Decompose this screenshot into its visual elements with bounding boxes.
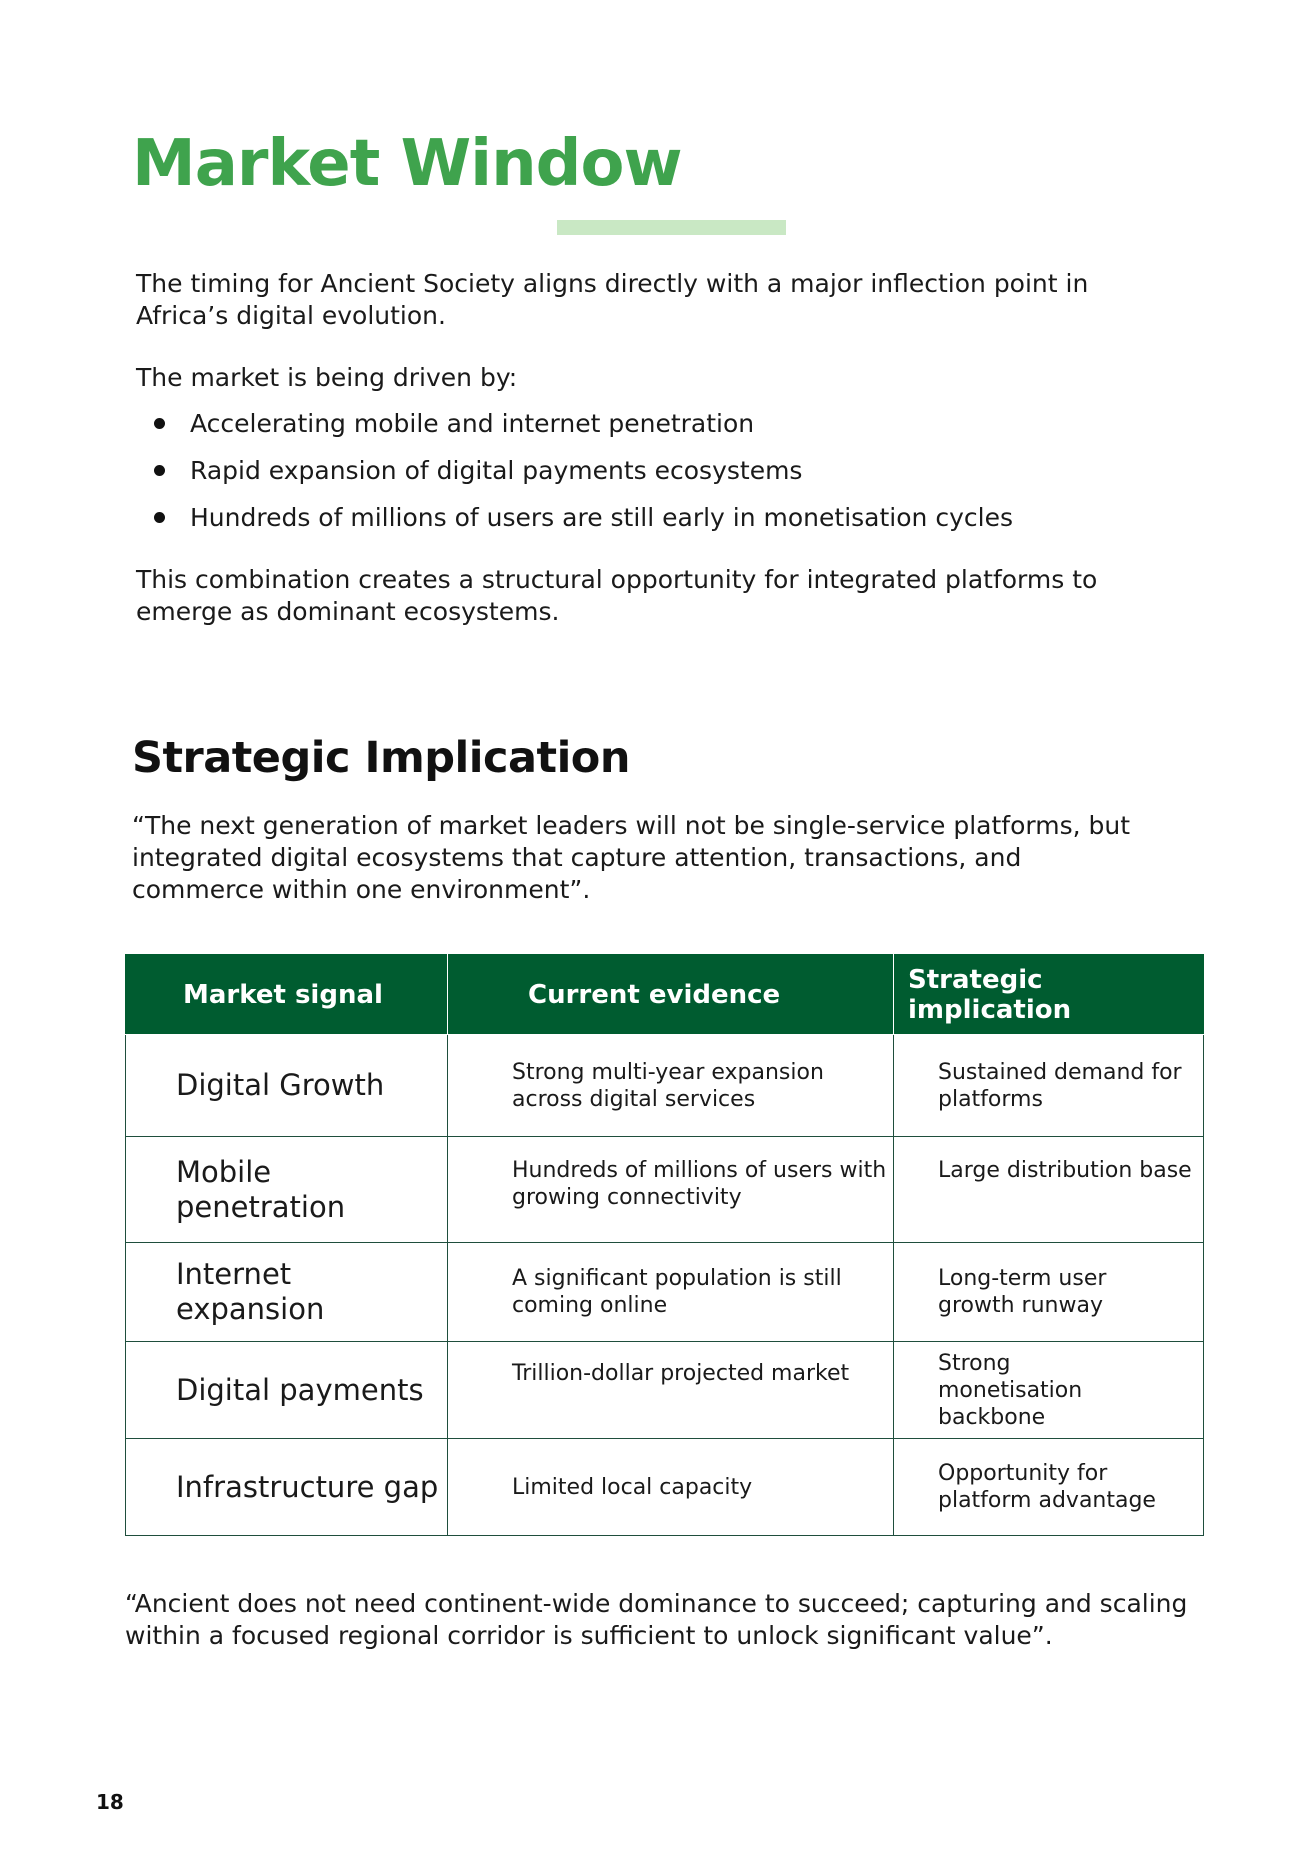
table-row [126, 1243, 1204, 1342]
cell-signal: Mobile penetration [126, 1137, 448, 1243]
list-item-text: Hundreds of millions of users are still early in monetisation cycles [190, 503, 1013, 532]
table-header-row [126, 955, 1204, 1035]
cell-evidence: Strong multi-year expansion across digital services [448, 1035, 894, 1137]
list-item-text: Rapid expansion of digital payments ecosystems [190, 456, 803, 485]
cell-implication: Sustained demand for platforms [894, 1035, 1204, 1137]
cell-implication: Strong monetisation backbone [894, 1342, 1204, 1439]
page-number: 18 [96, 1790, 124, 1814]
column-header-strategic-implication: Strategic implication [894, 955, 1204, 1035]
bullet-icon [154, 512, 165, 523]
table-row [126, 1137, 1204, 1243]
cell-implication: Long-term user growth runway [894, 1243, 1204, 1342]
bullet-icon [154, 465, 165, 476]
market-signal-table [125, 954, 1204, 1536]
column-header-market-signal: Market signal [126, 955, 448, 1035]
table-row [126, 1035, 1204, 1137]
cell-signal: Digital payments [126, 1342, 448, 1439]
table-row [126, 1439, 1204, 1536]
cell-implication: Opportunity for platform advantage [894, 1439, 1204, 1536]
strategic-quote: “The next generation of market leaders will not be single-service platforms, but integrated digital ecosystems that capture attention, transactions, and commerce within one environment”. [132, 811, 1130, 904]
cell-evidence: Limited local capacity [448, 1439, 894, 1536]
intro-lead: The market is being driven by: [136, 363, 518, 392]
list-item-text: Accelerating mobile and internet penetration [190, 409, 755, 438]
cell-evidence: Trillion-dollar projected market [448, 1342, 894, 1439]
intro-paragraph: The timing for Ancient Society aligns directly with a major inflection point in Africa’s digital evolution. [136, 269, 1089, 330]
list-item [136, 455, 1013, 502]
page-title: Market Window [132, 127, 682, 201]
cell-signal: Internet expansion [126, 1243, 448, 1342]
section-heading: Strategic Implication [132, 733, 630, 783]
driver-list [136, 408, 1013, 549]
cell-evidence: A significant population is still coming online [448, 1243, 894, 1342]
column-header-current-evidence: Current evidence [448, 955, 894, 1035]
cell-evidence: Hundreds of millions of users with growing connectivity [448, 1137, 894, 1243]
title-accent-bar [557, 220, 786, 235]
list-item [136, 502, 1013, 549]
cell-implication: Large distribution base [894, 1137, 1204, 1243]
list-item [136, 408, 1013, 455]
closing-quote: “Ancient does not need continent-wide dominance to succeed; capturing and scaling within a focused regional corridor is sufficient to unlock significant value”. [125, 1589, 1188, 1650]
cell-signal: Digital Growth [126, 1035, 448, 1137]
bullet-icon [154, 418, 165, 429]
cell-signal: Infrastructure gap [126, 1439, 448, 1536]
summary-paragraph: This combination creates a structural opportunity for integrated platforms to emerge as dominant ecosystems. [136, 565, 1098, 626]
table-row [126, 1342, 1204, 1439]
